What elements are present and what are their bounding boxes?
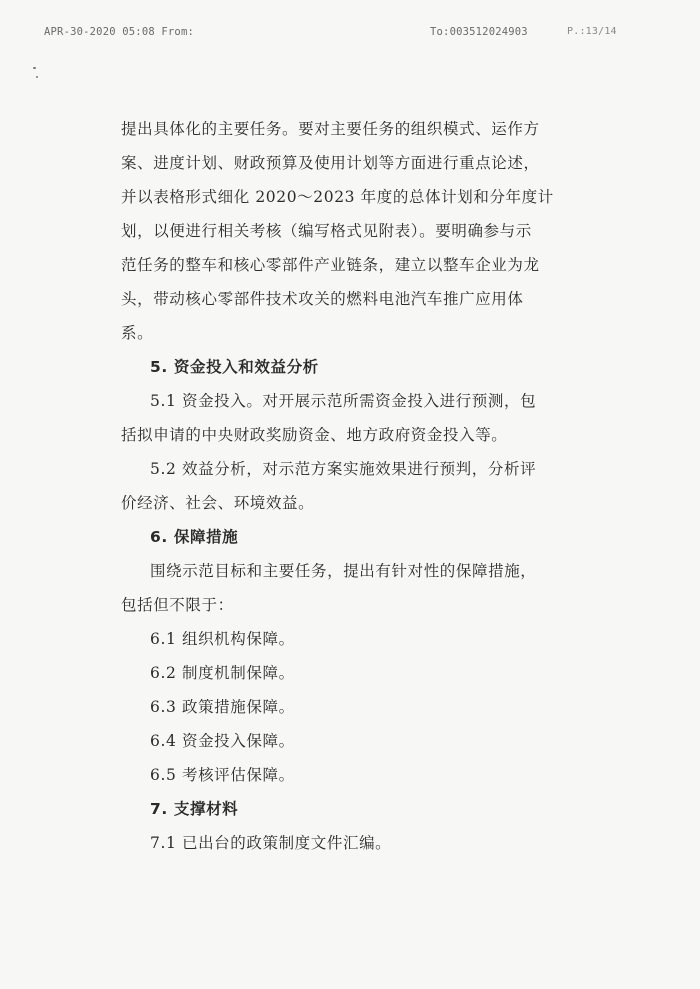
paragraph-line: 范任务的整车和核心零部件产业链条，建立以整车企业为龙 [121, 256, 540, 274]
paragraph-line: 划，以便进行相关考核（编写格式见附表）。要明确参与示 [121, 222, 532, 240]
paragraph-line: 系。 [121, 324, 154, 342]
section-heading-5: 5. 资金投入和效益分析 [150, 358, 319, 376]
list-item: 6.2 制度机制保障。 [150, 664, 295, 682]
paragraph-line: 5.1 资金投入。对开展示范所需资金投入进行预测，包 [150, 392, 537, 410]
section-heading-6: 6. 保障措施 [150, 528, 239, 546]
paragraph-line: 5.2 效益分析，对示范方案实施效果进行预判，分析评 [150, 460, 537, 478]
paragraph-line: 括拟申请的中央财政奖励资金、地方政府资金投入等。 [121, 426, 508, 444]
paragraph-line: 包括但不限于： [121, 596, 234, 614]
scan-speck [36, 76, 38, 78]
document-body [113, 118, 583, 858]
paragraph-line: 围绕示范目标和主要任务，提出有针对性的保障措施， [150, 562, 537, 580]
paragraph-line: 价经济、社会、环境效益。 [121, 494, 315, 512]
paragraph-line: 并以表格形式细化 2020～2023 年度的总体计划和分年度计 [121, 188, 554, 206]
list-item: 6.3 政策措施保障。 [150, 698, 295, 716]
fax-to-number: To:003512024903 [430, 26, 528, 38]
list-item: 7.1 已出台的政策制度文件汇编。 [150, 834, 392, 852]
paragraph-line: 头，带动核心零部件技术攻关的燃料电池汽车推广应用体 [121, 290, 524, 308]
section-heading-7: 7. 支撑材料 [150, 800, 239, 818]
list-item: 6.1 组织机构保障。 [150, 630, 295, 648]
list-item: 6.4 资金投入保障。 [150, 732, 295, 750]
scan-speck [33, 67, 36, 69]
paragraph-line: 案、进度计划、财政预算及使用计划等方面进行重点论述， [121, 154, 540, 172]
fax-date-from: APR-30-2020 05:08 From: [44, 26, 194, 38]
fax-header [0, 26, 700, 44]
list-item: 6.5 考核评估保障。 [150, 766, 295, 784]
fax-page-number: P.:13/14 [567, 26, 617, 37]
paragraph-line: 提出具体化的主要任务。要对主要任务的组织模式、运作方 [121, 120, 540, 138]
